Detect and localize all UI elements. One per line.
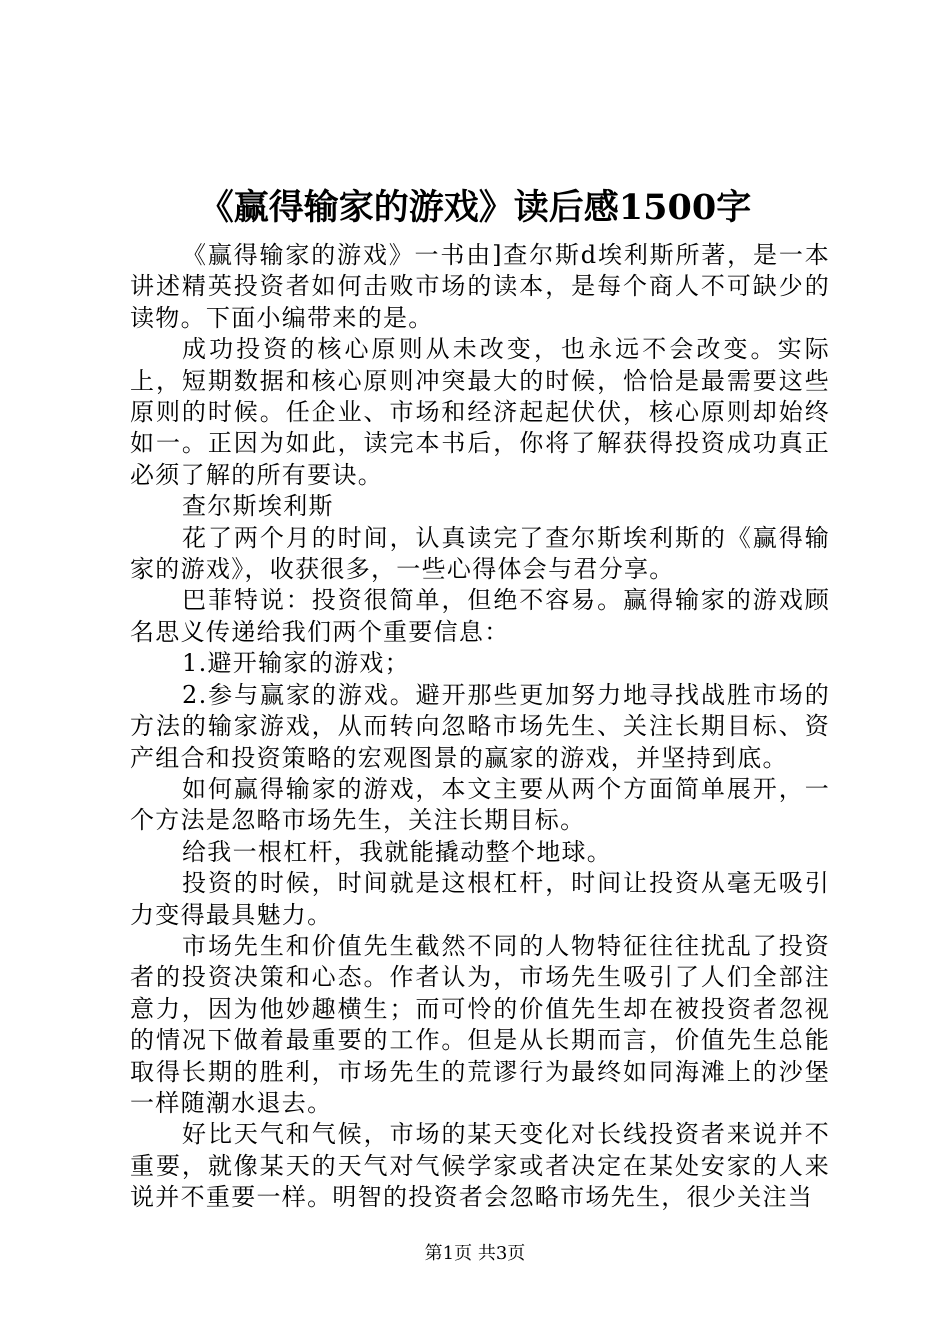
paragraph: 巴菲特说：投资很简单，但绝不容易。赢得输家的游戏顾名思义传递给我们两个重要信息： (130, 586, 830, 646)
paragraph: 如何赢得输家的游戏，本文主要从两个方面简单展开，一个方法是忽略市场先生，关注长期目标。 (130, 774, 830, 835)
document-title: 《赢得输家的游戏》读后感1500字 (198, 187, 752, 228)
paragraph: 查尔斯埃利斯 (182, 492, 334, 521)
paragraph: 投资的时候，时间就是这根杠杆，时间让投资从毫无吸引力变得最具魅力。 (130, 869, 830, 929)
page-number-footer: 第1页 共3页 (424, 1243, 526, 1264)
paragraph: 市场先生和价值先生截然不同的人物特征往往扰乱了投资者的投资决策和心态。作者认为，市场先生吸引了人们全部注意力，因为他妙趣横生；而可怜的价值先生却在被投资者忽视的情况下做着最重要的工作。但是从长期而言，价值先生总能取得长期的胜利，市场先生的荒谬行为最终如同海滩上的沙堡一样随潮水退去。 (130, 931, 830, 1117)
document-body (130, 240, 830, 1214)
paragraph: 1.避开输家的游戏； (182, 649, 410, 678)
paragraph: 2.参与赢家的游戏。避开那些更加努力地寻找战胜市场的方法的输家游戏，从而转向忽略市场先生、关注长期目标、资产组合和投资策略的宏观图景的赢家的游戏，并坚持到底。 (130, 680, 830, 772)
paragraph: 给我一根杠杆，我就能撬动整个地球。 (182, 837, 613, 866)
paragraph: 《赢得输家的游戏》一书由]查尔斯d埃利斯所著，是一本讲述精英投资者如何击败市场的读本，是每个商人不可缺少的读物。下面小编带来的是。 (130, 241, 830, 332)
paragraph: 成功投资的核心原则从未改变，也永远不会改变。实际上，短期数据和核心原则冲突最大的时候，恰恰是最需要这些原则的时候。任企业、市场和经济起起伏伏，核心原则却始终如一。正因为如此，读完本书后，你将了解获得投资成功真正必须了解的所有要诀。 (130, 335, 830, 489)
paragraph: 花了两个月的时间，认真读完了查尔斯埃利斯的《赢得输家的游戏》，收获很多，一些心得体会与君分享。 (130, 523, 830, 584)
paragraph: 好比天气和气候，市场的某天变化对长线投资者来说并不重要，就像某天的天气对气候学家或者决定在某处安家的人来说并不重要一样。明智的投资者会忽略市场先生，很少关注当 (130, 1120, 830, 1212)
